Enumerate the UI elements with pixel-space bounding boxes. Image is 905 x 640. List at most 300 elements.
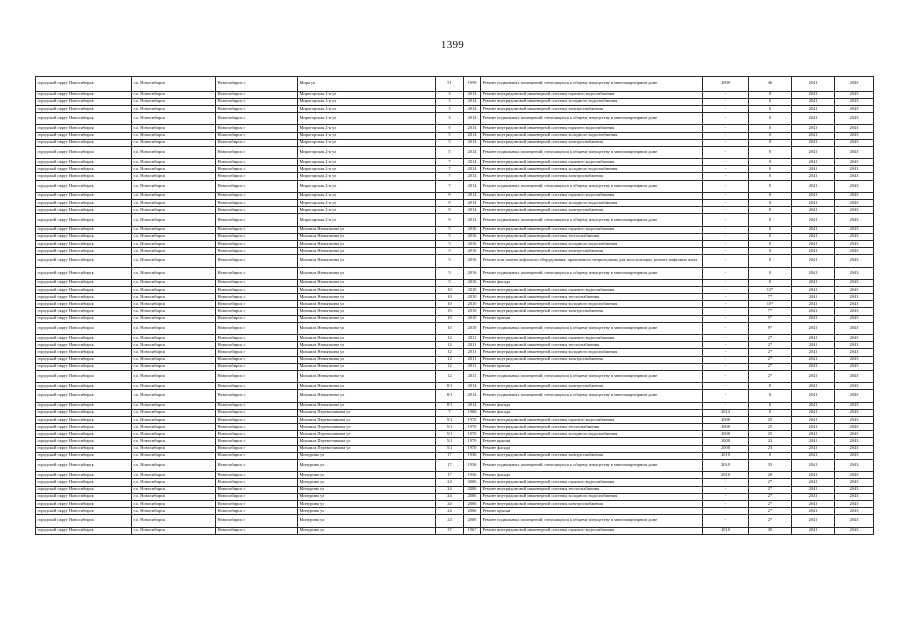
cell-work-type: Ремонт фасада — [481, 279, 703, 286]
cell-municipality: городской округ Новосибирск — [36, 460, 132, 472]
cell-locality-type: г.о. Новосибирск — [132, 363, 216, 370]
cell-locality-type: г.о. Новосибирск — [132, 322, 216, 334]
cell-municipality: городской округ Новосибирск — [36, 98, 132, 105]
cell-col-b: 0 — [749, 192, 792, 199]
cell-work-type: Ремонт подвальных помещений, относящихся к общему имуществу в многоквартирном доме — [481, 180, 703, 192]
cell-period-end: 2043 — [835, 472, 874, 479]
cell-year-a: 2008 — [703, 424, 749, 431]
cell-year-built: 1968 — [464, 409, 481, 416]
cell-year-a: - — [703, 493, 749, 500]
cell-period-start: 2041 — [792, 233, 835, 240]
cell-period-start: 2041 — [792, 105, 835, 112]
cell-house: 37 — [436, 527, 464, 534]
cell-settlement: Новосибирск г — [216, 286, 298, 293]
cell-locality-type: г.о. Новосибирск — [132, 445, 216, 452]
cell-period-start: 2041 — [792, 409, 835, 416]
cell-settlement: Новосибирск г — [216, 240, 298, 247]
cell-settlement: Новосибирск г — [216, 349, 298, 356]
cell-settlement: Новосибирск г — [216, 139, 298, 146]
cell-work-type: Ремонт внутридомовой инженерной системы горячего водоснабжения — [481, 91, 703, 98]
cell-street: Михаила Немыткина ул — [298, 279, 436, 286]
cell-period-end: 2043 — [835, 493, 874, 500]
cell-settlement: Новосибирск г — [216, 438, 298, 445]
table-row — [36, 438, 874, 445]
cell-locality-type: г.о. Новосибирск — [132, 486, 216, 493]
table-row — [36, 493, 874, 500]
cell-col-b: 0 — [749, 226, 792, 233]
cell-period-end: 2043 — [835, 315, 874, 322]
cell-settlement: Новосибирск г — [216, 192, 298, 199]
cell-col-b: 0 — [749, 105, 792, 112]
cell-col-b: 2* — [749, 486, 792, 493]
cell-period-start: 2041 — [792, 363, 835, 370]
cell-year-built: 2016 — [464, 226, 481, 233]
cell-municipality: городской округ Новосибирск — [36, 200, 132, 207]
cell-house: 9 — [436, 192, 464, 199]
cell-locality-type: г.о. Новосибирск — [132, 402, 216, 409]
cell-period-end: 2043 — [835, 248, 874, 255]
table-row — [36, 226, 874, 233]
cell-house: 7 — [436, 166, 464, 173]
cell-settlement: Новосибирск г — [216, 159, 298, 166]
cell-street: Михаила Немыткина ул — [298, 255, 436, 267]
table-row — [36, 200, 874, 207]
cell-period-end: 2043 — [835, 286, 874, 293]
cell-year-a: - — [703, 91, 749, 98]
cell-col-b: 25 — [749, 431, 792, 438]
cell-col-b: 10* — [749, 301, 792, 308]
cell-work-type: Ремонт подвальных помещений, относящихся к общему имуществу в многоквартирном доме — [481, 460, 703, 472]
cell-house: 24 — [436, 479, 464, 486]
cell-municipality: городской округ Новосибирск — [36, 402, 132, 409]
cell-work-type: Ремонт внутридомовой инженерной системы электроснабжения — [481, 139, 703, 146]
cell-year-built: 2016 — [464, 267, 481, 279]
cell-col-b: 35 — [749, 460, 792, 472]
cell-year-built: 2006 — [464, 515, 481, 527]
cell-col-b: 13* — [749, 286, 792, 293]
cell-year-built: 2014 — [464, 166, 481, 173]
table-row — [36, 267, 874, 279]
cell-period-end: 2043 — [835, 370, 874, 382]
cell-municipality: городской округ Новосибирск — [36, 493, 132, 500]
cell-work-type: Ремонт внутридомовой инженерной системы электроснабжения — [481, 173, 703, 180]
cell-year-a: - — [703, 200, 749, 207]
cell-period-start: 2041 — [792, 255, 835, 267]
cell-period-end: 2043 — [835, 207, 874, 214]
cell-settlement: Новосибирск г — [216, 233, 298, 240]
cell-street: Мирогорская 2-я ул — [298, 173, 436, 180]
cell-municipality: городской округ Новосибирск — [36, 207, 132, 214]
cell-period-start: 2041 — [792, 342, 835, 349]
cell-locality-type: г.о. Новосибирск — [132, 132, 216, 139]
cell-period-end: 2043 — [835, 342, 874, 349]
cell-period-start: 2041 — [792, 390, 835, 402]
cell-period-start: 2041 — [792, 132, 835, 139]
cell-street: Михаила Немыткина ул — [298, 240, 436, 247]
cell-settlement: Новосибирск г — [216, 91, 298, 98]
table-row — [36, 301, 874, 308]
cell-locality-type: г.о. Новосибирск — [132, 308, 216, 315]
cell-col-b: 0 — [749, 139, 792, 146]
cell-locality-type: г.о. Новосибирск — [132, 479, 216, 486]
cell-year-built: 2014 — [464, 98, 481, 105]
cell-year-a: - — [703, 255, 749, 267]
cell-locality-type: г.о. Новосибирск — [132, 98, 216, 105]
cell-year-a: 2010 — [703, 452, 749, 459]
cell-col-b: 2* — [749, 349, 792, 356]
cell-house: 17 — [436, 452, 464, 459]
cell-year-built: 2006 — [464, 479, 481, 486]
table-row — [36, 240, 874, 247]
cell-year-built: 2011 — [464, 342, 481, 349]
cell-period-start: 2041 — [792, 349, 835, 356]
cell-year-built: 2006 — [464, 508, 481, 515]
table-row — [36, 356, 874, 363]
cell-street: Михаила Немыткина ул — [298, 315, 436, 322]
cell-period-start: 2041 — [792, 146, 835, 158]
cell-year-built: 2011 — [464, 356, 481, 363]
cell-work-type: Ремонт внутридомовой инженерной системы электроснабжения — [481, 207, 703, 214]
cell-col-b: 0 — [749, 214, 792, 226]
cell-house: 10 — [436, 315, 464, 322]
cell-work-type: Ремонт внутридомовой инженерной системы холодного водоснабжения — [481, 98, 703, 105]
cell-street: Михаила Немыткина ул — [298, 335, 436, 342]
table-row — [36, 479, 874, 486]
cell-period-start: 2041 — [792, 402, 835, 409]
cell-house: 7 — [436, 180, 464, 192]
repair-schedule-table — [35, 76, 873, 535]
cell-year-a: - — [703, 180, 749, 192]
cell-settlement: Новосибирск г — [216, 493, 298, 500]
cell-col-b: 0 — [749, 166, 792, 173]
cell-period-end: 2043 — [835, 267, 874, 279]
cell-year-built: 2016 — [464, 233, 481, 240]
cell-year-a: - — [703, 322, 749, 334]
cell-period-start: 2041 — [792, 486, 835, 493]
cell-period-end: 2043 — [835, 180, 874, 192]
cell-work-type: Ремонт внутридомовой инженерной системы холодного водоснабжения — [481, 166, 703, 173]
cell-col-b: 7* — [749, 308, 792, 315]
cell-year-a: - — [703, 132, 749, 139]
table-row — [36, 486, 874, 493]
table-row — [36, 166, 874, 173]
cell-year-a: - — [703, 370, 749, 382]
cell-settlement: Новосибирск г — [216, 294, 298, 301]
cell-year-built: 1970 — [464, 416, 481, 423]
cell-municipality: городской округ Новосибирск — [36, 356, 132, 363]
table-row — [36, 255, 874, 267]
cell-year-a: - — [703, 500, 749, 507]
cell-house: 9 — [436, 214, 464, 226]
cell-work-type: Ремонт подвальных помещений, относящихся к общему имуществу в многоквартирном доме — [481, 390, 703, 402]
cell-locality-type: г.о. Новосибирск — [132, 383, 216, 390]
cell-period-end: 2043 — [835, 91, 874, 98]
cell-period-start: 2041 — [792, 226, 835, 233]
cell-street: Мирогорская 2-я ул — [298, 125, 436, 132]
cell-period-end: 2043 — [835, 301, 874, 308]
cell-period-end: 2043 — [835, 508, 874, 515]
cell-work-type: Ремонт внутридомовой инженерной системы горячего водоснабжения — [481, 192, 703, 199]
table-row — [36, 98, 874, 105]
cell-col-b: 0 — [749, 240, 792, 247]
cell-period-start: 2041 — [792, 192, 835, 199]
cell-work-type: Ремонт крыши — [481, 363, 703, 370]
cell-year-a: - — [703, 233, 749, 240]
table-row — [36, 214, 874, 226]
cell-year-a: - — [703, 486, 749, 493]
cell-period-start: 2041 — [792, 322, 835, 334]
cell-period-start: 2041 — [792, 356, 835, 363]
cell-work-type: Ремонт подвальных помещений, относящихся к общему имуществу в многоквартирном доме — [481, 267, 703, 279]
cell-period-end: 2043 — [835, 166, 874, 173]
cell-work-type: Ремонт внутридомовой инженерной системы электроснабжения — [481, 383, 703, 390]
cell-house: 12 — [436, 349, 464, 356]
cell-work-type: Ремонт внутридомовой инженерной системы горячего водоснабжения — [481, 416, 703, 423]
cell-year-built: 2010 — [464, 315, 481, 322]
cell-locality-type: г.о. Новосибирск — [132, 279, 216, 286]
cell-municipality: городской округ Новосибирск — [36, 226, 132, 233]
cell-year-a: - — [703, 226, 749, 233]
cell-year-built: 2011 — [464, 363, 481, 370]
cell-period-end: 2043 — [835, 460, 874, 472]
cell-work-type: Ремонт внутридомовой инженерной системы холодного водоснабжения — [481, 200, 703, 207]
cell-work-type: Ремонт подвальных помещений, относящихся к общему имуществу в многоквартирном доме — [481, 322, 703, 334]
cell-locality-type: г.о. Новосибирск — [132, 113, 216, 125]
cell-year-a: - — [703, 479, 749, 486]
cell-period-start: 2041 — [792, 479, 835, 486]
cell-year-built: 2010 — [464, 308, 481, 315]
cell-work-type: Ремонт внутридомовой инженерной системы горячего водоснабжения — [481, 159, 703, 166]
cell-period-end: 2043 — [835, 240, 874, 247]
cell-year-built: 2014 — [464, 214, 481, 226]
cell-house: 5 — [436, 146, 464, 158]
cell-period-end: 2043 — [835, 214, 874, 226]
cell-locality-type: г.о. Новосибирск — [132, 192, 216, 199]
cell-year-a: - — [703, 294, 749, 301]
cell-period-end: 2043 — [835, 322, 874, 334]
cell-year-built: 2016 — [464, 240, 481, 247]
cell-year-a: - — [703, 166, 749, 173]
cell-house: 12 — [436, 342, 464, 349]
cell-municipality: городской округ Новосибирск — [36, 479, 132, 486]
cell-street: Мичурина ул — [298, 452, 436, 459]
cell-municipality: городской округ Новосибирск — [36, 267, 132, 279]
cell-street: Михаила Перевозчикова ул — [298, 438, 436, 445]
cell-municipality: городской округ Новосибирск — [36, 233, 132, 240]
cell-house: 24 — [436, 500, 464, 507]
cell-street: Мирогорская 2-я ул — [298, 166, 436, 173]
cell-house: 12 — [436, 356, 464, 363]
cell-locality-type: г.о. Новосибирск — [132, 286, 216, 293]
cell-locality-type: г.о. Новосибирск — [132, 139, 216, 146]
cell-year-built: 2014 — [464, 125, 481, 132]
cell-street: Михаила Немыткина ул — [298, 383, 436, 390]
cell-period-end: 2043 — [835, 200, 874, 207]
cell-year-built: 2014 — [464, 105, 481, 112]
cell-col-b: 0 — [749, 409, 792, 416]
cell-house: 24 — [436, 486, 464, 493]
cell-street: Мирогорская 2-я ул — [298, 192, 436, 199]
cell-work-type: Ремонт внутридомовой инженерной системы горячего водоснабжения — [481, 479, 703, 486]
cell-year-built: 2014 — [464, 146, 481, 158]
cell-settlement: Новосибирск г — [216, 383, 298, 390]
cell-locality-type: г.о. Новосибирск — [132, 342, 216, 349]
cell-period-end: 2043 — [835, 146, 874, 158]
cell-locality-type: г.о. Новосибирск — [132, 214, 216, 226]
cell-municipality: городской округ Новосибирск — [36, 424, 132, 431]
cell-year-built: 1936 — [464, 460, 481, 472]
cell-settlement: Новосибирск г — [216, 248, 298, 255]
cell-municipality: городской округ Новосибирск — [36, 308, 132, 315]
cell-period-end: 2043 — [835, 424, 874, 431]
cell-period-start: 2041 — [792, 91, 835, 98]
table-row — [36, 308, 874, 315]
cell-work-type: Ремонт подвальных помещений, относящихся к общему имуществу в многоквартирном доме — [481, 146, 703, 158]
table-row — [36, 472, 874, 479]
cell-period-end: 2043 — [835, 515, 874, 527]
cell-street: Мичурина ул — [298, 479, 436, 486]
cell-year-a: 2010 — [703, 472, 749, 479]
cell-municipality: городской округ Новосибирск — [36, 472, 132, 479]
cell-year-a: - — [703, 383, 749, 390]
cell-work-type: Ремонт подвальных помещений, относящихся к общему имуществу в многоквартирном доме — [481, 77, 703, 92]
cell-period-start: 2041 — [792, 166, 835, 173]
cell-work-type: Ремонт внутридомовой инженерной системы электроснабжения — [481, 308, 703, 315]
cell-settlement: Новосибирск г — [216, 279, 298, 286]
cell-period-start: 2041 — [792, 279, 835, 286]
cell-house: 5 — [436, 139, 464, 146]
cell-settlement: Новосибирск г — [216, 255, 298, 267]
table-row — [36, 370, 874, 382]
cell-street: Михаила Немыткина ул — [298, 294, 436, 301]
cell-period-start: 2041 — [792, 452, 835, 459]
cell-municipality: городской округ Новосибирск — [36, 431, 132, 438]
cell-street: Михаила Немыткина ул — [298, 322, 436, 334]
cell-settlement: Новосибирск г — [216, 416, 298, 423]
cell-year-a: - — [703, 98, 749, 105]
table-body — [36, 77, 874, 535]
cell-year-built: 2011 — [464, 370, 481, 382]
table-row — [36, 416, 874, 423]
cell-house: 5 — [436, 240, 464, 247]
cell-year-a: - — [703, 349, 749, 356]
cell-period-end: 2043 — [835, 390, 874, 402]
table-row — [36, 452, 874, 459]
cell-work-type: Ремонт внутридомовой инженерной системы электроснабжения — [481, 500, 703, 507]
table-row — [36, 335, 874, 342]
cell-period-end: 2043 — [835, 77, 874, 92]
cell-settlement: Новосибирск г — [216, 105, 298, 112]
table-row — [36, 125, 874, 132]
cell-period-end: 2043 — [835, 438, 874, 445]
cell-col-b: 2* — [749, 363, 792, 370]
cell-municipality: городской округ Новосибирск — [36, 335, 132, 342]
cell-year-built: 2016 — [464, 255, 481, 267]
cell-house: 7 — [436, 409, 464, 416]
cell-settlement: Новосибирск г — [216, 409, 298, 416]
cell-street: Михаила Немыткина ул — [298, 390, 436, 402]
cell-locality-type: г.о. Новосибирск — [132, 159, 216, 166]
cell-municipality: городской округ Новосибирск — [36, 500, 132, 507]
cell-settlement: Новосибирск г — [216, 486, 298, 493]
cell-work-type: Ремонт крыши — [481, 315, 703, 322]
cell-period-start: 2041 — [792, 200, 835, 207]
cell-street: Михаила Немыткина ул — [298, 349, 436, 356]
cell-col-b: 2* — [749, 342, 792, 349]
table-row — [36, 515, 874, 527]
cell-locality-type: г.о. Новосибирск — [132, 416, 216, 423]
cell-period-start: 2041 — [792, 294, 835, 301]
cell-locality-type: г.о. Новосибирск — [132, 500, 216, 507]
cell-year-a: - — [703, 267, 749, 279]
cell-house: 51 — [436, 77, 464, 92]
cell-locality-type: г.о. Новосибирск — [132, 409, 216, 416]
cell-period-start: 2041 — [792, 445, 835, 452]
cell-work-type: Ремонт внутридомовой инженерной системы холодного водоснабжения — [481, 431, 703, 438]
cell-locality-type: г.о. Новосибирск — [132, 240, 216, 247]
cell-period-end: 2043 — [835, 409, 874, 416]
cell-municipality: городской округ Новосибирск — [36, 294, 132, 301]
cell-work-type: Ремонт фасада — [481, 409, 703, 416]
cell-year-a: 2008 — [703, 431, 749, 438]
cell-year-a: - — [703, 105, 749, 112]
cell-period-start: 2041 — [792, 77, 835, 92]
cell-period-end: 2043 — [835, 132, 874, 139]
cell-period-end: 2043 — [835, 192, 874, 199]
cell-settlement: Новосибирск г — [216, 515, 298, 527]
cell-period-end: 2043 — [835, 255, 874, 267]
cell-year-a: 2008 — [703, 416, 749, 423]
cell-period-end: 2043 — [835, 402, 874, 409]
cell-street: Мирогорская 2-я ул — [298, 98, 436, 105]
cell-house: 10 — [436, 286, 464, 293]
cell-settlement: Новосибирск г — [216, 267, 298, 279]
cell-year-a: - — [703, 515, 749, 527]
cell-street: Михаила Немыткина ул — [298, 356, 436, 363]
cell-house: 5/1 — [436, 416, 464, 423]
cell-street: Мичурина ул — [298, 486, 436, 493]
cell-work-type: Ремонт внутридомовой инженерной системы горячего водоснабжения — [481, 226, 703, 233]
cell-municipality: городской округ Новосибирск — [36, 370, 132, 382]
cell-locality-type: г.о. Новосибирск — [132, 294, 216, 301]
cell-period-end: 2043 — [835, 294, 874, 301]
cell-house: 3 — [436, 91, 464, 98]
cell-col-b: 5* — [749, 315, 792, 322]
cell-year-a: - — [703, 508, 749, 515]
cell-year-a: - — [703, 192, 749, 199]
cell-year-a: - — [703, 286, 749, 293]
cell-period-start: 2041 — [792, 431, 835, 438]
cell-year-built: 1936 — [464, 452, 481, 459]
table-row — [36, 363, 874, 370]
cell-house: 5 — [436, 132, 464, 139]
cell-street: Мирогорская 2-я ул — [298, 146, 436, 158]
cell-period-end: 2043 — [835, 279, 874, 286]
cell-locality-type: г.о. Новосибирск — [132, 173, 216, 180]
cell-municipality: городской округ Новосибирск — [36, 363, 132, 370]
cell-house: 5 — [436, 267, 464, 279]
cell-settlement: Новосибирск г — [216, 113, 298, 125]
cell-street: Мирогорская 2-я ул — [298, 180, 436, 192]
cell-house: 5 — [436, 255, 464, 267]
cell-year-a: 2014 — [703, 409, 749, 416]
table-row — [36, 508, 874, 515]
cell-year-built: 2014 — [464, 132, 481, 139]
cell-house: 3 — [436, 105, 464, 112]
cell-municipality: городской округ Новосибирск — [36, 315, 132, 322]
cell-municipality: городской округ Новосибирск — [36, 255, 132, 267]
cell-house: 5 — [436, 233, 464, 240]
